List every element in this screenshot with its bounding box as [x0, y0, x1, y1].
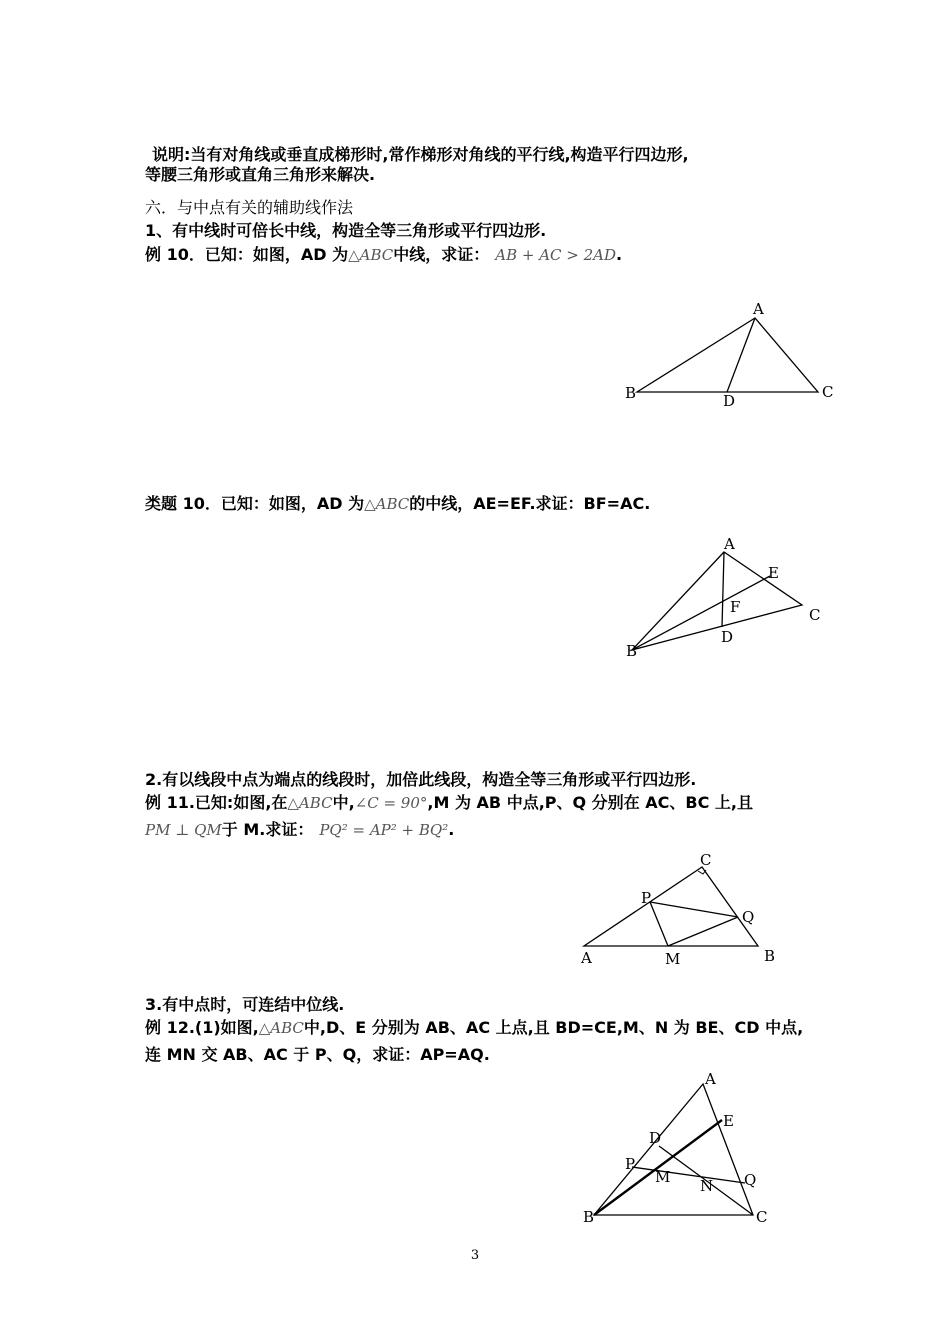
segment-qm	[668, 917, 738, 946]
label-n: N	[700, 1177, 714, 1195]
label-p: P	[625, 1155, 636, 1173]
label-q: Q	[744, 1171, 757, 1189]
example-11-perp: PM ⊥ QM	[145, 821, 222, 839]
similar-10-statement	[145, 494, 650, 514]
label-d: D	[649, 1129, 662, 1147]
example-10-figure	[600, 290, 860, 420]
label-m: M	[665, 950, 681, 968]
triangle-abc	[637, 318, 818, 392]
label-a: A	[705, 1070, 716, 1088]
similar-10-prefix: 类题 10．已知：如图，AD 为	[145, 494, 365, 513]
example-10-prefix: 例 10．已知：如图，AD 为	[145, 245, 349, 264]
label-f: F	[730, 598, 741, 616]
example-10-statement	[145, 245, 622, 265]
example-10-mid: 中线，求证：	[393, 245, 490, 264]
example-11-mid2: ,M 为 AB 中点,P、Q 分别在 AC、BC 上,且	[427, 793, 753, 812]
label-c: C	[809, 606, 821, 624]
segment-be	[632, 576, 770, 650]
similar-10-figure	[610, 530, 840, 665]
label-m: M	[655, 1168, 671, 1186]
example-12-triangle: △ABC	[258, 1019, 304, 1037]
example-10-end: .	[616, 245, 623, 264]
triangle-abc	[584, 867, 758, 946]
similar-10-suffix: 的中线，AE=EF.求证：BF=AC.	[409, 494, 651, 513]
label-d: D	[723, 392, 736, 410]
example-11-figure	[570, 850, 800, 970]
example-11-prefix: 例 11.已知:如图,在	[145, 793, 288, 812]
note-line-2: 等腰三角形或直角三角形来解决.	[145, 165, 376, 184]
label-e: E	[768, 564, 779, 582]
label-c: C	[756, 1208, 768, 1226]
label-d: D	[721, 628, 734, 646]
median-ad	[727, 318, 755, 392]
example-11-mid1: 中,	[332, 793, 355, 812]
note-line-1: 说明:当有对角线或垂直成梯形时,常作梯形对角线的平行线,构造平行四边形,	[152, 145, 689, 164]
label-b: B	[626, 642, 638, 660]
example-11-formula: PQ² = AP² + BQ²	[319, 821, 449, 839]
example-12-suffix: 中,D、E 分别为 AB、AC 上点,且 BD=CE,M、N 为 BE、CD 中点,	[303, 1018, 804, 1037]
example-11-angle: ∠C = 90°	[354, 794, 428, 812]
label-p: P	[641, 889, 652, 907]
item-2-title: 2.有以线段中点为端点的线段时，加倍此线段，构造全等三角形或平行四边形.	[145, 770, 697, 789]
item-3-title: 3.有中点时，可连结中位线.	[145, 995, 345, 1014]
example-12-prefix: 例 12.(1)如图,	[145, 1018, 259, 1037]
segment-pq	[650, 902, 738, 917]
similar-10-triangle: △ABC	[364, 495, 410, 513]
example-11-line-1	[145, 793, 753, 813]
example-11-end: .	[448, 820, 455, 839]
label-b: B	[625, 384, 637, 402]
section-6-title: 六．与中点有关的辅助线作法	[145, 198, 354, 217]
page-number: 3	[470, 1248, 480, 1263]
label-a: A	[581, 949, 592, 967]
label-b: B	[764, 947, 776, 965]
example-12-line-1	[145, 1018, 803, 1038]
example-11-mid3: 于 M.求证：	[221, 820, 314, 839]
segment-pm	[650, 902, 668, 946]
label-a: A	[724, 535, 735, 553]
median-ad	[722, 552, 724, 627]
example-11-triangle: △ABC	[287, 794, 333, 812]
section-6-item-1: 1、有中线时可倍长中线，构造全等三角形或平行四边形.	[145, 221, 547, 240]
example-10-formula: AB + AC > 2AD	[495, 246, 617, 264]
triangle-abc	[594, 1084, 753, 1215]
example-12-figure	[570, 1065, 800, 1230]
label-c: C	[822, 383, 834, 401]
label-a: A	[753, 300, 764, 318]
example-11-line-2	[145, 820, 454, 840]
label-q: Q	[742, 908, 755, 926]
label-b: B	[583, 1208, 595, 1226]
example-12-line-2: 连 MN 交 AB、AC 于 P、Q，求证：AP=AQ.	[145, 1045, 490, 1064]
label-c: C	[700, 851, 712, 869]
label-e: E	[723, 1112, 734, 1130]
example-10-triangle: △ABC	[348, 246, 394, 264]
